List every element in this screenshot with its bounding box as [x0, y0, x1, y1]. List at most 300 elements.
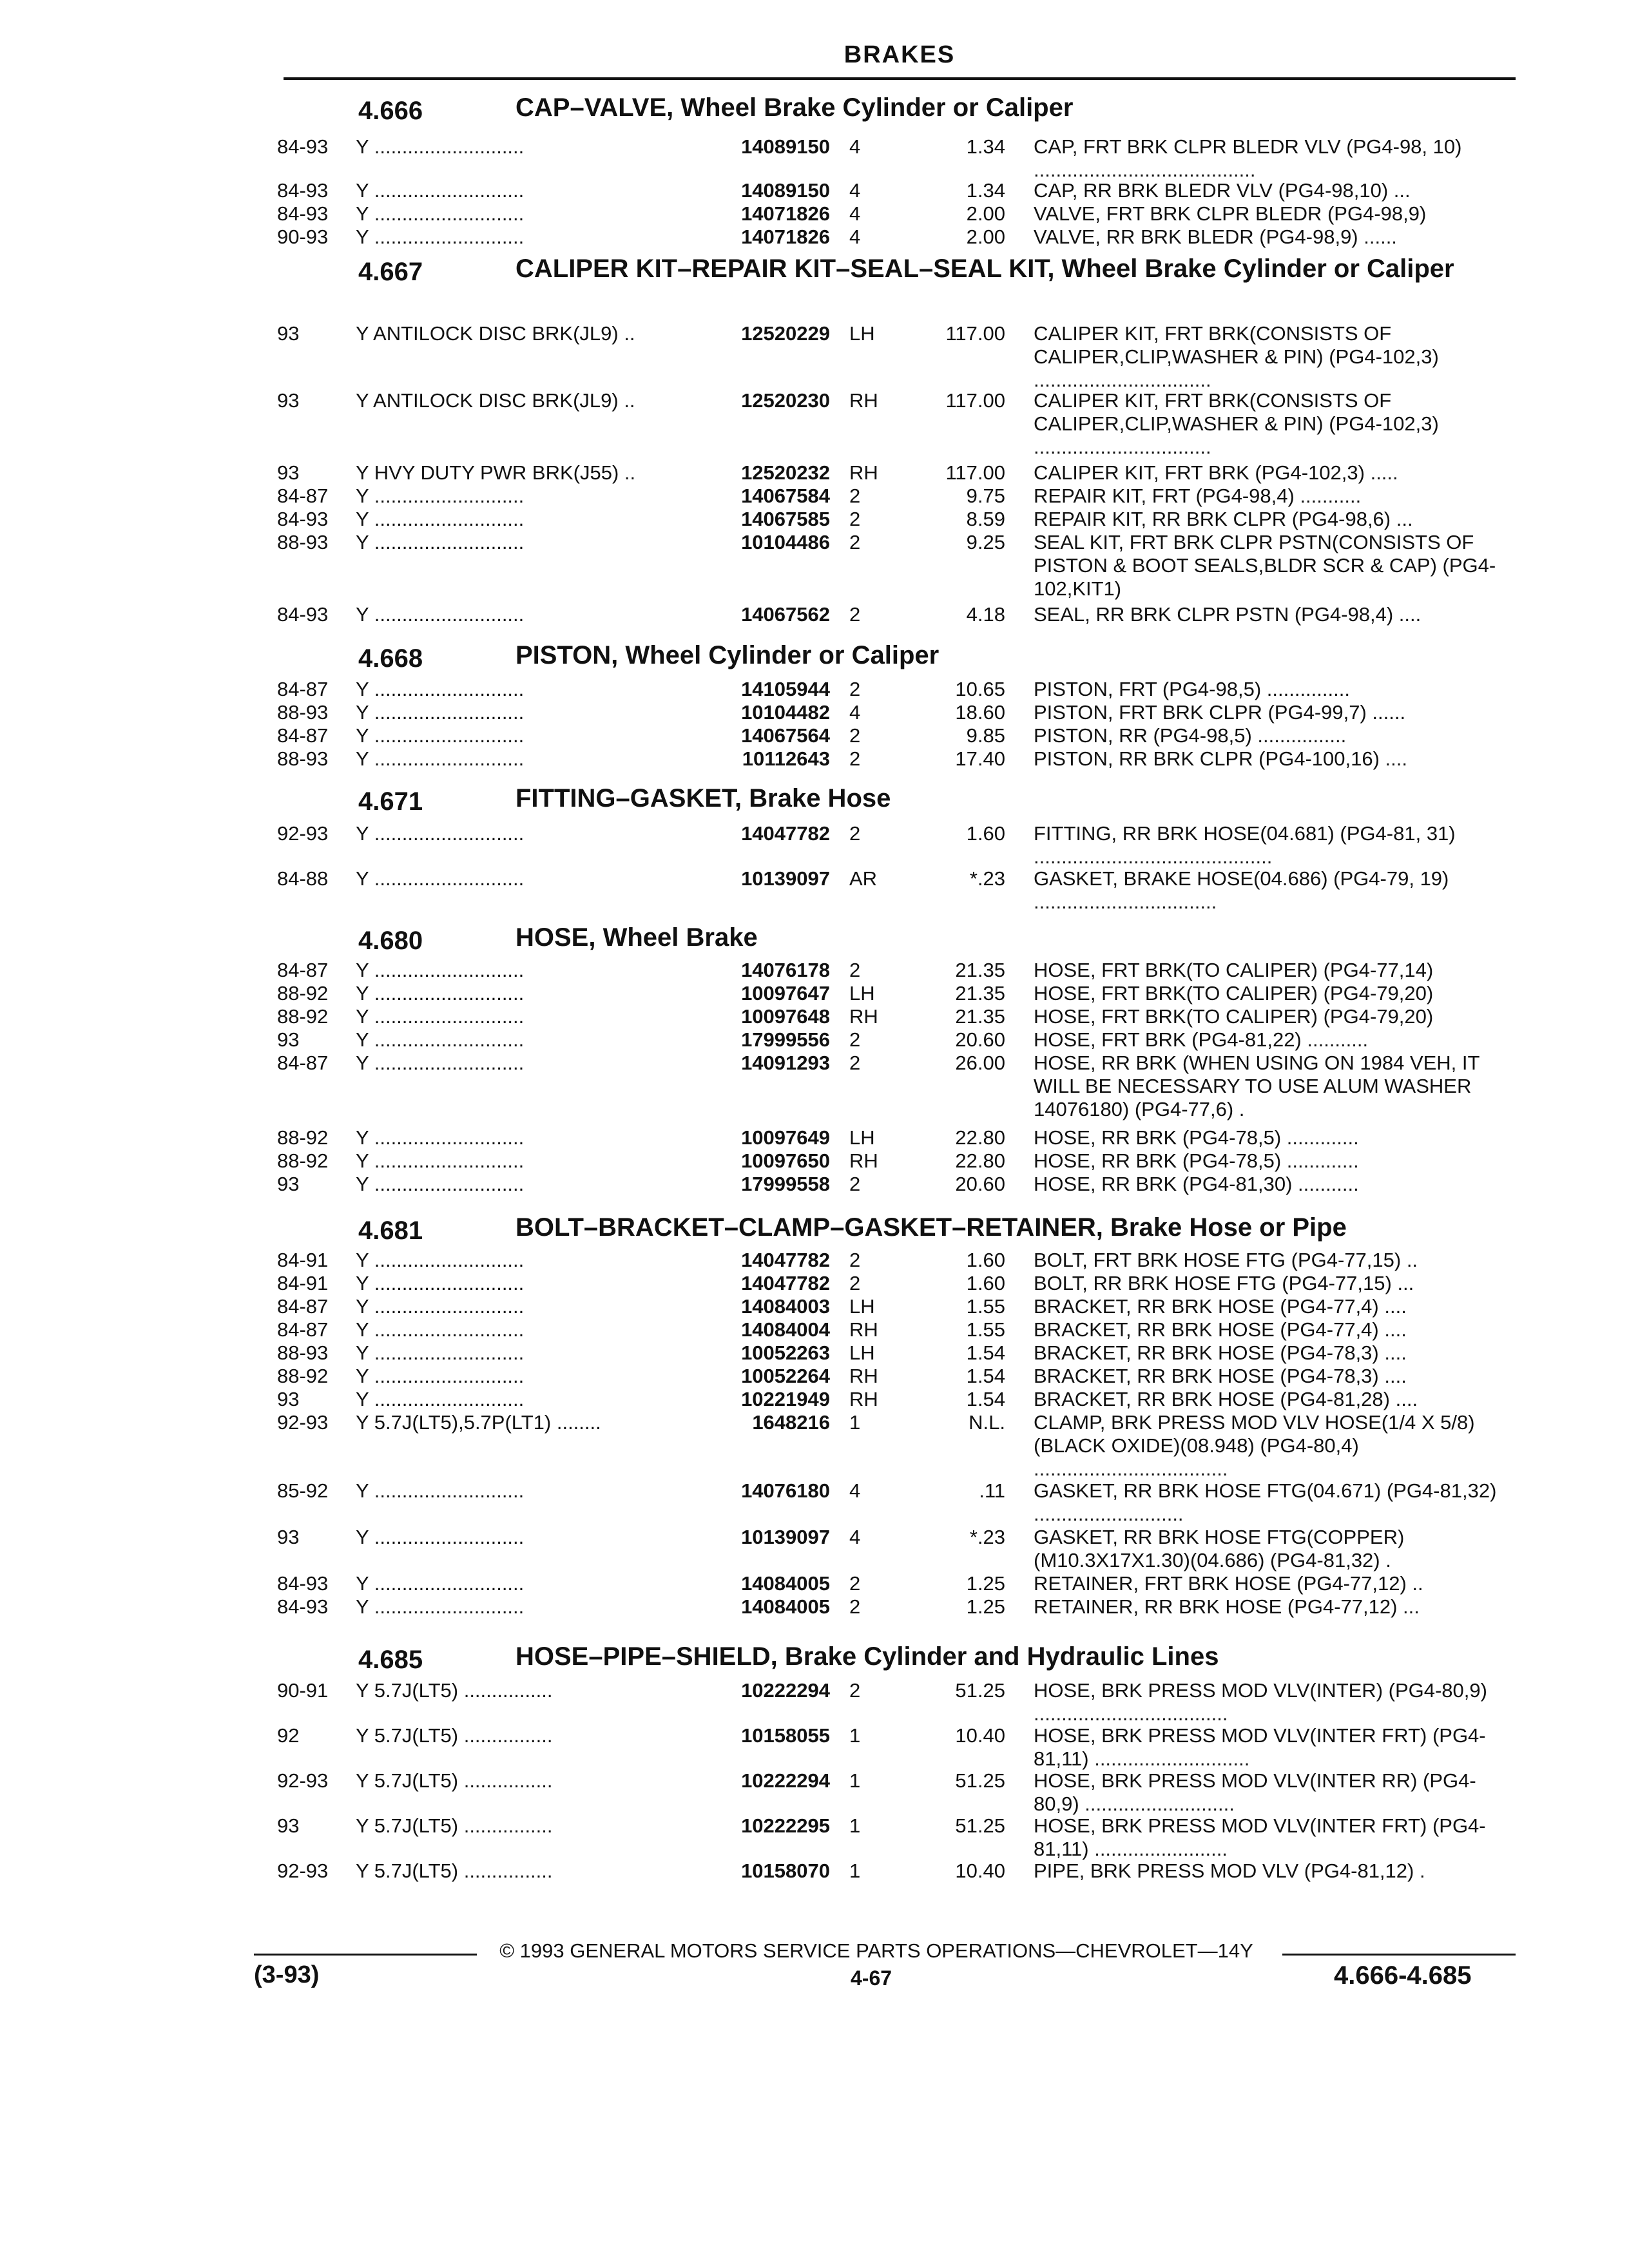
part-row [0, 1341, 1629, 1365]
row-part-number: 12520232 [741, 461, 830, 484]
part-row [0, 1365, 1629, 1388]
row-quantity: 2 [849, 678, 861, 700]
part-row [0, 1173, 1629, 1196]
row-description: CALIPER KIT, FRT BRK(CONSISTS OF CALIPER,CLIP,WASHER & PIN) (PG4-102,3) ................................ [1034, 389, 1439, 458]
row-years: 93 [277, 1388, 300, 1410]
row-model: Y 5.7J(LT5) ................ [356, 1724, 553, 1747]
part-row [0, 701, 1629, 724]
row-description: BRACKET, RR BRK HOSE (PG4-78,3) .... [1034, 1365, 1407, 1387]
row-part-number: 14067562 [741, 603, 830, 626]
row-description: SEAL, RR BRK CLPR PSTN (PG4-98,4) .... [1034, 603, 1422, 626]
row-years: 84-93 [277, 603, 329, 626]
row-part-number: 12520229 [741, 322, 830, 345]
row-price: *.23 [969, 1526, 1005, 1548]
row-part-number: 10104486 [741, 531, 830, 553]
row-description: VALVE, RR BRK BLEDR (PG4-98,9) ...... [1034, 226, 1397, 248]
row-price: 1.60 [966, 822, 1005, 845]
row-years: 84-87 [277, 678, 329, 700]
row-quantity: 2 [849, 603, 861, 626]
row-model: Y ........................... [356, 508, 525, 530]
row-price: 17.40 [955, 747, 1005, 770]
row-model: Y ........................... [356, 1028, 525, 1051]
row-model: Y ........................... [356, 1341, 525, 1364]
row-model: Y 5.7J(LT5) ................ [356, 1814, 553, 1837]
row-model: Y ........................... [356, 1388, 525, 1410]
row-description: BOLT, RR BRK HOSE FTG (PG4-77,15) ... [1034, 1272, 1414, 1294]
row-part-number: 14105944 [741, 678, 830, 700]
row-quantity: 2 [849, 1595, 861, 1618]
row-years: 84-93 [277, 1572, 329, 1595]
row-quantity: LH [849, 322, 875, 345]
row-model: Y ........................... [356, 1126, 525, 1149]
row-description: HOSE, FRT BRK(TO CALIPER) (PG4-79,20) [1034, 982, 1434, 1004]
row-description: HOSE, FRT BRK (PG4-81,22) ........... [1034, 1028, 1369, 1051]
row-years: 84-93 [277, 508, 329, 530]
section-title: BOLT–BRACKET–CLAMP–GASKET–RETAINER, Brake Hose or Pipe [516, 1213, 1347, 1242]
row-part-number: 10097649 [741, 1126, 830, 1149]
row-years: 93 [277, 1526, 300, 1548]
row-model: Y ........................... [356, 1173, 525, 1195]
row-years: 88-93 [277, 747, 329, 770]
row-part-number: 10222294 [741, 1769, 830, 1792]
part-row [0, 867, 1629, 913]
row-price: 21.35 [955, 1005, 1005, 1028]
row-price: 22.80 [955, 1149, 1005, 1172]
row-part-number: 10158070 [741, 1860, 830, 1882]
part-row [0, 1052, 1629, 1120]
row-price: 1.34 [966, 135, 1005, 158]
row-model: Y ........................... [356, 1572, 525, 1595]
part-row [0, 322, 1629, 391]
footer-rule-right [1282, 1954, 1516, 1956]
row-description: HOSE, RR BRK (PG4-78,5) ............. [1034, 1149, 1359, 1172]
part-row [0, 1526, 1629, 1571]
row-years: 88-92 [277, 1005, 329, 1028]
row-quantity: 2 [849, 822, 861, 845]
row-part-number: 1648216 [752, 1411, 830, 1434]
row-quantity: RH [849, 1149, 878, 1172]
section-number: 4.668 [358, 644, 423, 673]
row-description: RETAINER, FRT BRK HOSE (PG4-77,12) .. [1034, 1572, 1423, 1595]
footer-rule-left [254, 1954, 477, 1956]
row-part-number: 12520230 [741, 389, 830, 412]
row-price: N.L. [969, 1411, 1005, 1434]
row-part-number: 14076178 [741, 959, 830, 981]
row-years: 90-91 [277, 1679, 329, 1702]
part-row [0, 1272, 1629, 1295]
row-years: 84-87 [277, 485, 329, 507]
row-years: 88-93 [277, 701, 329, 724]
row-years: 88-92 [277, 1149, 329, 1172]
row-description: PISTON, RR BRK CLPR (PG4-100,16) .... [1034, 747, 1407, 770]
row-part-number: 10104482 [741, 701, 830, 724]
part-row [0, 389, 1629, 458]
footer-range: 4.666-4.685 [1334, 1961, 1472, 1990]
row-price: 51.25 [955, 1769, 1005, 1792]
part-row [0, 822, 1629, 868]
row-model: Y ........................... [356, 202, 525, 225]
row-description: HOSE, FRT BRK(TO CALIPER) (PG4-77,14) [1034, 959, 1434, 981]
row-model: Y ........................... [356, 678, 525, 700]
section-title: HOSE, Wheel Brake [516, 923, 758, 952]
part-row [0, 1249, 1629, 1272]
row-quantity: 2 [849, 959, 861, 981]
row-description: CALIPER KIT, FRT BRK(CONSISTS OF CALIPER,CLIP,WASHER & PIN) (PG4-102,3) ................................ [1034, 322, 1439, 391]
row-quantity: 2 [849, 724, 861, 747]
row-price: 117.00 [945, 322, 1005, 345]
row-price: 20.60 [955, 1173, 1005, 1195]
row-years: 93 [277, 461, 300, 484]
row-description: CAP, RR BRK BLEDR VLV (PG4-98,10) ... [1034, 179, 1411, 202]
part-row [0, 1860, 1629, 1883]
row-years: 92-93 [277, 822, 329, 845]
row-price: 10.65 [955, 678, 1005, 700]
row-description: PISTON, FRT BRK CLPR (PG4-99,7) ...... [1034, 701, 1406, 724]
row-years: 84-91 [277, 1249, 329, 1271]
part-row [0, 1572, 1629, 1595]
row-description: GASKET, RR BRK HOSE FTG(04.671) (PG4-81,32) ........................... [1034, 1479, 1497, 1525]
row-model: Y ........................... [356, 822, 525, 845]
part-row [0, 226, 1629, 249]
row-price: 1.60 [966, 1249, 1005, 1271]
row-price: 10.40 [955, 1724, 1005, 1747]
row-years: 92-93 [277, 1769, 329, 1792]
row-years: 84-91 [277, 1272, 329, 1294]
row-part-number: 10139097 [741, 1526, 830, 1548]
row-quantity: RH [849, 1318, 878, 1341]
row-price: 51.25 [955, 1679, 1005, 1702]
row-years: 92-93 [277, 1860, 329, 1882]
part-row [0, 531, 1629, 600]
footer-date: (3-93) [254, 1961, 320, 1988]
row-description: HOSE, BRK PRESS MOD VLV(INTER) (PG4-80,9) ................................... [1034, 1679, 1487, 1725]
row-price: 4.18 [966, 603, 1005, 626]
row-description: CLAMP, BRK PRESS MOD VLV HOSE(1/4 X 5/8)(BLACK OXIDE)(08.948) (PG4-80,4) ................................... [1034, 1411, 1475, 1480]
row-model: Y HVY DUTY PWR BRK(J55) .. [356, 461, 636, 484]
section-number: 4.680 [358, 927, 423, 955]
row-description: HOSE, BRK PRESS MOD VLV(INTER FRT) (PG4-81,11) ........................ [1034, 1814, 1486, 1860]
row-price: 26.00 [955, 1052, 1005, 1074]
part-row [0, 1005, 1629, 1028]
row-part-number: 14089150 [741, 135, 830, 158]
row-model: Y ........................... [356, 135, 525, 158]
row-model: Y ........................... [356, 226, 525, 248]
row-part-number: 10222295 [741, 1814, 830, 1837]
part-row [0, 1479, 1629, 1525]
row-quantity: 4 [849, 1479, 861, 1502]
row-years: 93 [277, 389, 300, 412]
row-part-number: 14091293 [741, 1052, 830, 1074]
row-description: RETAINER, RR BRK HOSE (PG4-77,12) ... [1034, 1595, 1420, 1618]
row-price: 51.25 [955, 1814, 1005, 1837]
part-row [0, 485, 1629, 508]
part-row [0, 508, 1629, 531]
row-part-number: 10097647 [741, 982, 830, 1004]
row-model: Y ........................... [356, 701, 525, 724]
row-model: Y ........................... [356, 1005, 525, 1028]
row-quantity: RH [849, 389, 878, 412]
footer-page-number: 4-67 [851, 1966, 892, 1990]
section-title: FITTING–GASKET, Brake Hose [516, 784, 891, 812]
row-price: 18.60 [955, 701, 1005, 724]
part-row [0, 982, 1629, 1005]
row-description: CALIPER KIT, FRT BRK (PG4-102,3) ..... [1034, 461, 1398, 484]
row-quantity: 2 [849, 1272, 861, 1294]
part-row [0, 461, 1629, 485]
row-model: Y ........................... [356, 982, 525, 1004]
row-years: 85-92 [277, 1479, 329, 1502]
row-model: Y ........................... [356, 1052, 525, 1074]
row-model: Y 5.7J(LT5) ................ [356, 1860, 553, 1882]
row-years: 84-93 [277, 1595, 329, 1618]
part-row [0, 724, 1629, 747]
row-description: BRACKET, RR BRK HOSE (PG4-78,3) .... [1034, 1341, 1407, 1364]
row-quantity: LH [849, 1126, 875, 1149]
row-part-number: 14047782 [741, 1249, 830, 1271]
row-model: Y ........................... [356, 1249, 525, 1271]
row-description: REPAIR KIT, RR BRK CLPR (PG4-98,6) ... [1034, 508, 1413, 530]
row-quantity: 2 [849, 1173, 861, 1195]
row-description: HOSE, RR BRK (WHEN USING ON 1984 VEH, IT WILL BE NECESSARY TO USE ALUM WASHER 14076180) (PG4-77,6) . [1034, 1052, 1480, 1120]
part-row [0, 1318, 1629, 1341]
section-title: CALIPER KIT–REPAIR KIT–SEAL–SEAL KIT, Wheel Brake Cylinder or Caliper [516, 255, 1454, 283]
row-part-number: 14071826 [741, 202, 830, 225]
row-quantity: 4 [849, 179, 861, 202]
row-price: 1.34 [966, 179, 1005, 202]
row-price: 1.54 [966, 1341, 1005, 1364]
row-years: 93 [277, 1173, 300, 1195]
row-quantity: 4 [849, 135, 861, 158]
row-price: 9.75 [966, 485, 1005, 507]
section-number: 4.666 [358, 97, 423, 125]
row-part-number: 14084003 [741, 1295, 830, 1318]
part-row [0, 603, 1629, 626]
row-years: 84-87 [277, 1052, 329, 1074]
row-part-number: 14047782 [741, 1272, 830, 1294]
row-quantity: 2 [849, 1052, 861, 1074]
row-years: 84-87 [277, 724, 329, 747]
row-years: 88-93 [277, 531, 329, 553]
row-price: 1.55 [966, 1318, 1005, 1341]
row-quantity: 2 [849, 508, 861, 530]
part-row [0, 1769, 1629, 1815]
part-row [0, 959, 1629, 982]
row-price: 21.35 [955, 982, 1005, 1004]
part-row [0, 1814, 1629, 1860]
row-part-number: 14067584 [741, 485, 830, 507]
part-row [0, 678, 1629, 701]
row-model: Y ........................... [356, 1365, 525, 1387]
row-model: Y ........................... [356, 179, 525, 202]
row-quantity: 2 [849, 485, 861, 507]
part-row [0, 1724, 1629, 1770]
row-description: BOLT, FRT BRK HOSE FTG (PG4-77,15) .. [1034, 1249, 1418, 1271]
row-years: 92 [277, 1724, 300, 1747]
row-price: 2.00 [966, 226, 1005, 248]
row-description: GASKET, RR BRK HOSE FTG(COPPER) (M10.3X17X1.30)(04.686) (PG4-81,32) . [1034, 1526, 1405, 1571]
row-quantity: RH [849, 1365, 878, 1387]
part-row [0, 1388, 1629, 1411]
row-years: 88-92 [277, 1126, 329, 1149]
row-quantity: 2 [849, 1028, 861, 1051]
row-years: 84-88 [277, 867, 329, 890]
row-model: Y 5.7J(LT5) ................ [356, 1769, 553, 1792]
row-part-number: 14071826 [741, 226, 830, 248]
row-quantity: 4 [849, 202, 861, 225]
part-row [0, 1595, 1629, 1619]
row-years: 84-93 [277, 179, 329, 202]
row-part-number: 10222294 [741, 1679, 830, 1702]
row-description: HOSE, BRK PRESS MOD VLV(INTER FRT) (PG4-81,11) ............................ [1034, 1724, 1486, 1770]
row-description: PISTON, RR (PG4-98,5) ................ [1034, 724, 1347, 747]
part-row [0, 1028, 1629, 1052]
row-quantity: RH [849, 1388, 878, 1410]
row-model: Y ANTILOCK DISC BRK(JL9) .. [356, 322, 635, 345]
row-description: CAP, FRT BRK CLPR BLEDR VLV (PG4-98, 10) ........................................ [1034, 135, 1462, 181]
row-price: 20.60 [955, 1028, 1005, 1051]
row-model: Y 5.7J(LT5) ................ [356, 1679, 553, 1702]
row-years: 84-93 [277, 202, 329, 225]
row-model: Y ........................... [356, 724, 525, 747]
row-description: BRACKET, RR BRK HOSE (PG4-77,4) .... [1034, 1318, 1407, 1341]
row-description: REPAIR KIT, FRT (PG4-98,4) ........... [1034, 485, 1362, 507]
row-price: 1.25 [966, 1595, 1005, 1618]
row-description: BRACKET, RR BRK HOSE (PG4-81,28) .... [1034, 1388, 1418, 1410]
row-description: HOSE, BRK PRESS MOD VLV(INTER RR) (PG4-80,9) ........................... [1034, 1769, 1476, 1815]
row-years: 93 [277, 1814, 300, 1837]
row-quantity: LH [849, 982, 875, 1004]
row-quantity: 4 [849, 226, 861, 248]
part-row [0, 135, 1629, 181]
section-title: HOSE–PIPE–SHIELD, Brake Cylinder and Hydraulic Lines [516, 1642, 1219, 1671]
row-quantity: 2 [849, 1572, 861, 1595]
section-number: 4.681 [358, 1216, 423, 1245]
row-price: 117.00 [945, 461, 1005, 484]
row-quantity: 2 [849, 1249, 861, 1271]
row-part-number: 10221949 [741, 1388, 830, 1410]
row-description: HOSE, RR BRK (PG4-81,30) ........... [1034, 1173, 1359, 1195]
row-years: 88-92 [277, 1365, 329, 1387]
row-model: Y ........................... [356, 1479, 525, 1502]
row-model: Y ........................... [356, 1149, 525, 1172]
row-price: 1.54 [966, 1365, 1005, 1387]
row-price: 1.60 [966, 1272, 1005, 1294]
row-part-number: 14084004 [741, 1318, 830, 1341]
row-price: 2.00 [966, 202, 1005, 225]
row-part-number: 14067564 [741, 724, 830, 747]
row-quantity: 4 [849, 701, 861, 724]
row-model: Y ........................... [356, 485, 525, 507]
row-part-number: 14084005 [741, 1595, 830, 1618]
row-quantity: AR [849, 867, 878, 890]
row-description: SEAL KIT, FRT BRK CLPR PSTN(CONSISTS OF PISTON & BOOT SEALS,BLDR SCR & CAP) (PG4-102,KIT1) [1034, 531, 1496, 600]
row-part-number: 10139097 [741, 867, 830, 890]
row-quantity: 1 [849, 1769, 861, 1792]
row-years: 84-93 [277, 135, 329, 158]
row-price: 1.54 [966, 1388, 1005, 1410]
row-model: Y ........................... [356, 1595, 525, 1618]
row-part-number: 14076180 [741, 1479, 830, 1502]
row-part-number: 10158055 [741, 1724, 830, 1747]
row-description: HOSE, RR BRK (PG4-78,5) ............. [1034, 1126, 1359, 1149]
section-title: PISTON, Wheel Cylinder or Caliper [516, 641, 940, 669]
row-price: 10.40 [955, 1860, 1005, 1882]
row-model: Y ........................... [356, 959, 525, 981]
section-number: 4.685 [358, 1646, 423, 1674]
row-years: 84-87 [277, 1295, 329, 1318]
row-description: HOSE, FRT BRK(TO CALIPER) (PG4-79,20) [1034, 1005, 1434, 1028]
row-years: 93 [277, 1028, 300, 1051]
part-row [0, 179, 1629, 202]
row-model: Y ........................... [356, 603, 525, 626]
row-quantity: 1 [849, 1411, 861, 1434]
row-price: 1.55 [966, 1295, 1005, 1318]
row-part-number: 14067585 [741, 508, 830, 530]
row-price: 117.00 [945, 389, 1005, 412]
row-part-number: 14089150 [741, 179, 830, 202]
row-part-number: 17999558 [741, 1173, 830, 1195]
row-quantity: 1 [849, 1724, 861, 1747]
row-model: Y ........................... [356, 747, 525, 770]
page-header: BRAKES [843, 41, 956, 68]
row-quantity: 2 [849, 531, 861, 553]
row-part-number: 14047782 [741, 822, 830, 845]
header-rule [284, 77, 1516, 80]
row-model: Y ........................... [356, 1295, 525, 1318]
row-part-number: 10112643 [742, 747, 830, 770]
row-years: 90-93 [277, 226, 329, 248]
row-price: 8.59 [966, 508, 1005, 530]
row-model: Y ........................... [356, 531, 525, 553]
part-row [0, 1295, 1629, 1318]
row-part-number: 10052263 [741, 1341, 830, 1364]
row-quantity: RH [849, 461, 878, 484]
part-row [0, 1149, 1629, 1173]
row-description: VALVE, FRT BRK CLPR BLEDR (PG4-98,9) [1034, 202, 1427, 225]
row-quantity: 2 [849, 1679, 861, 1702]
row-years: 88-93 [277, 1341, 329, 1364]
row-model: Y ANTILOCK DISC BRK(JL9) .. [356, 389, 635, 412]
row-part-number: 10097650 [741, 1149, 830, 1172]
row-price: 1.25 [966, 1572, 1005, 1595]
section-title: CAP–VALVE, Wheel Brake Cylinder or Caliper [516, 93, 1074, 122]
part-row [0, 1679, 1629, 1725]
row-price: .11 [979, 1479, 1005, 1502]
row-quantity: RH [849, 1005, 878, 1028]
row-quantity: LH [849, 1341, 875, 1364]
row-model: Y ........................... [356, 867, 525, 890]
row-quantity: 4 [849, 1526, 861, 1548]
row-price: *.23 [969, 867, 1005, 890]
row-part-number: 10052264 [741, 1365, 830, 1387]
part-row [0, 1126, 1629, 1149]
part-row [0, 747, 1629, 771]
row-model: Y ........................... [356, 1272, 525, 1294]
section-number: 4.671 [358, 787, 423, 816]
row-quantity: 1 [849, 1814, 861, 1837]
row-quantity: 1 [849, 1860, 861, 1882]
section-number: 4.667 [358, 258, 423, 286]
row-part-number: 10097648 [741, 1005, 830, 1028]
row-price: 9.85 [966, 724, 1005, 747]
footer-copyright: © 1993 GENERAL MOTORS SERVICE PARTS OPERATIONS—CHEVROLET—14Y [499, 1939, 1253, 1962]
row-price: 21.35 [955, 959, 1005, 981]
row-description: PISTON, FRT (PG4-98,5) ............... [1034, 678, 1350, 700]
row-years: 84-87 [277, 1318, 329, 1341]
row-part-number: 14084005 [741, 1572, 830, 1595]
row-years: 93 [277, 322, 300, 345]
row-description: BRACKET, RR BRK HOSE (PG4-77,4) .... [1034, 1295, 1407, 1318]
